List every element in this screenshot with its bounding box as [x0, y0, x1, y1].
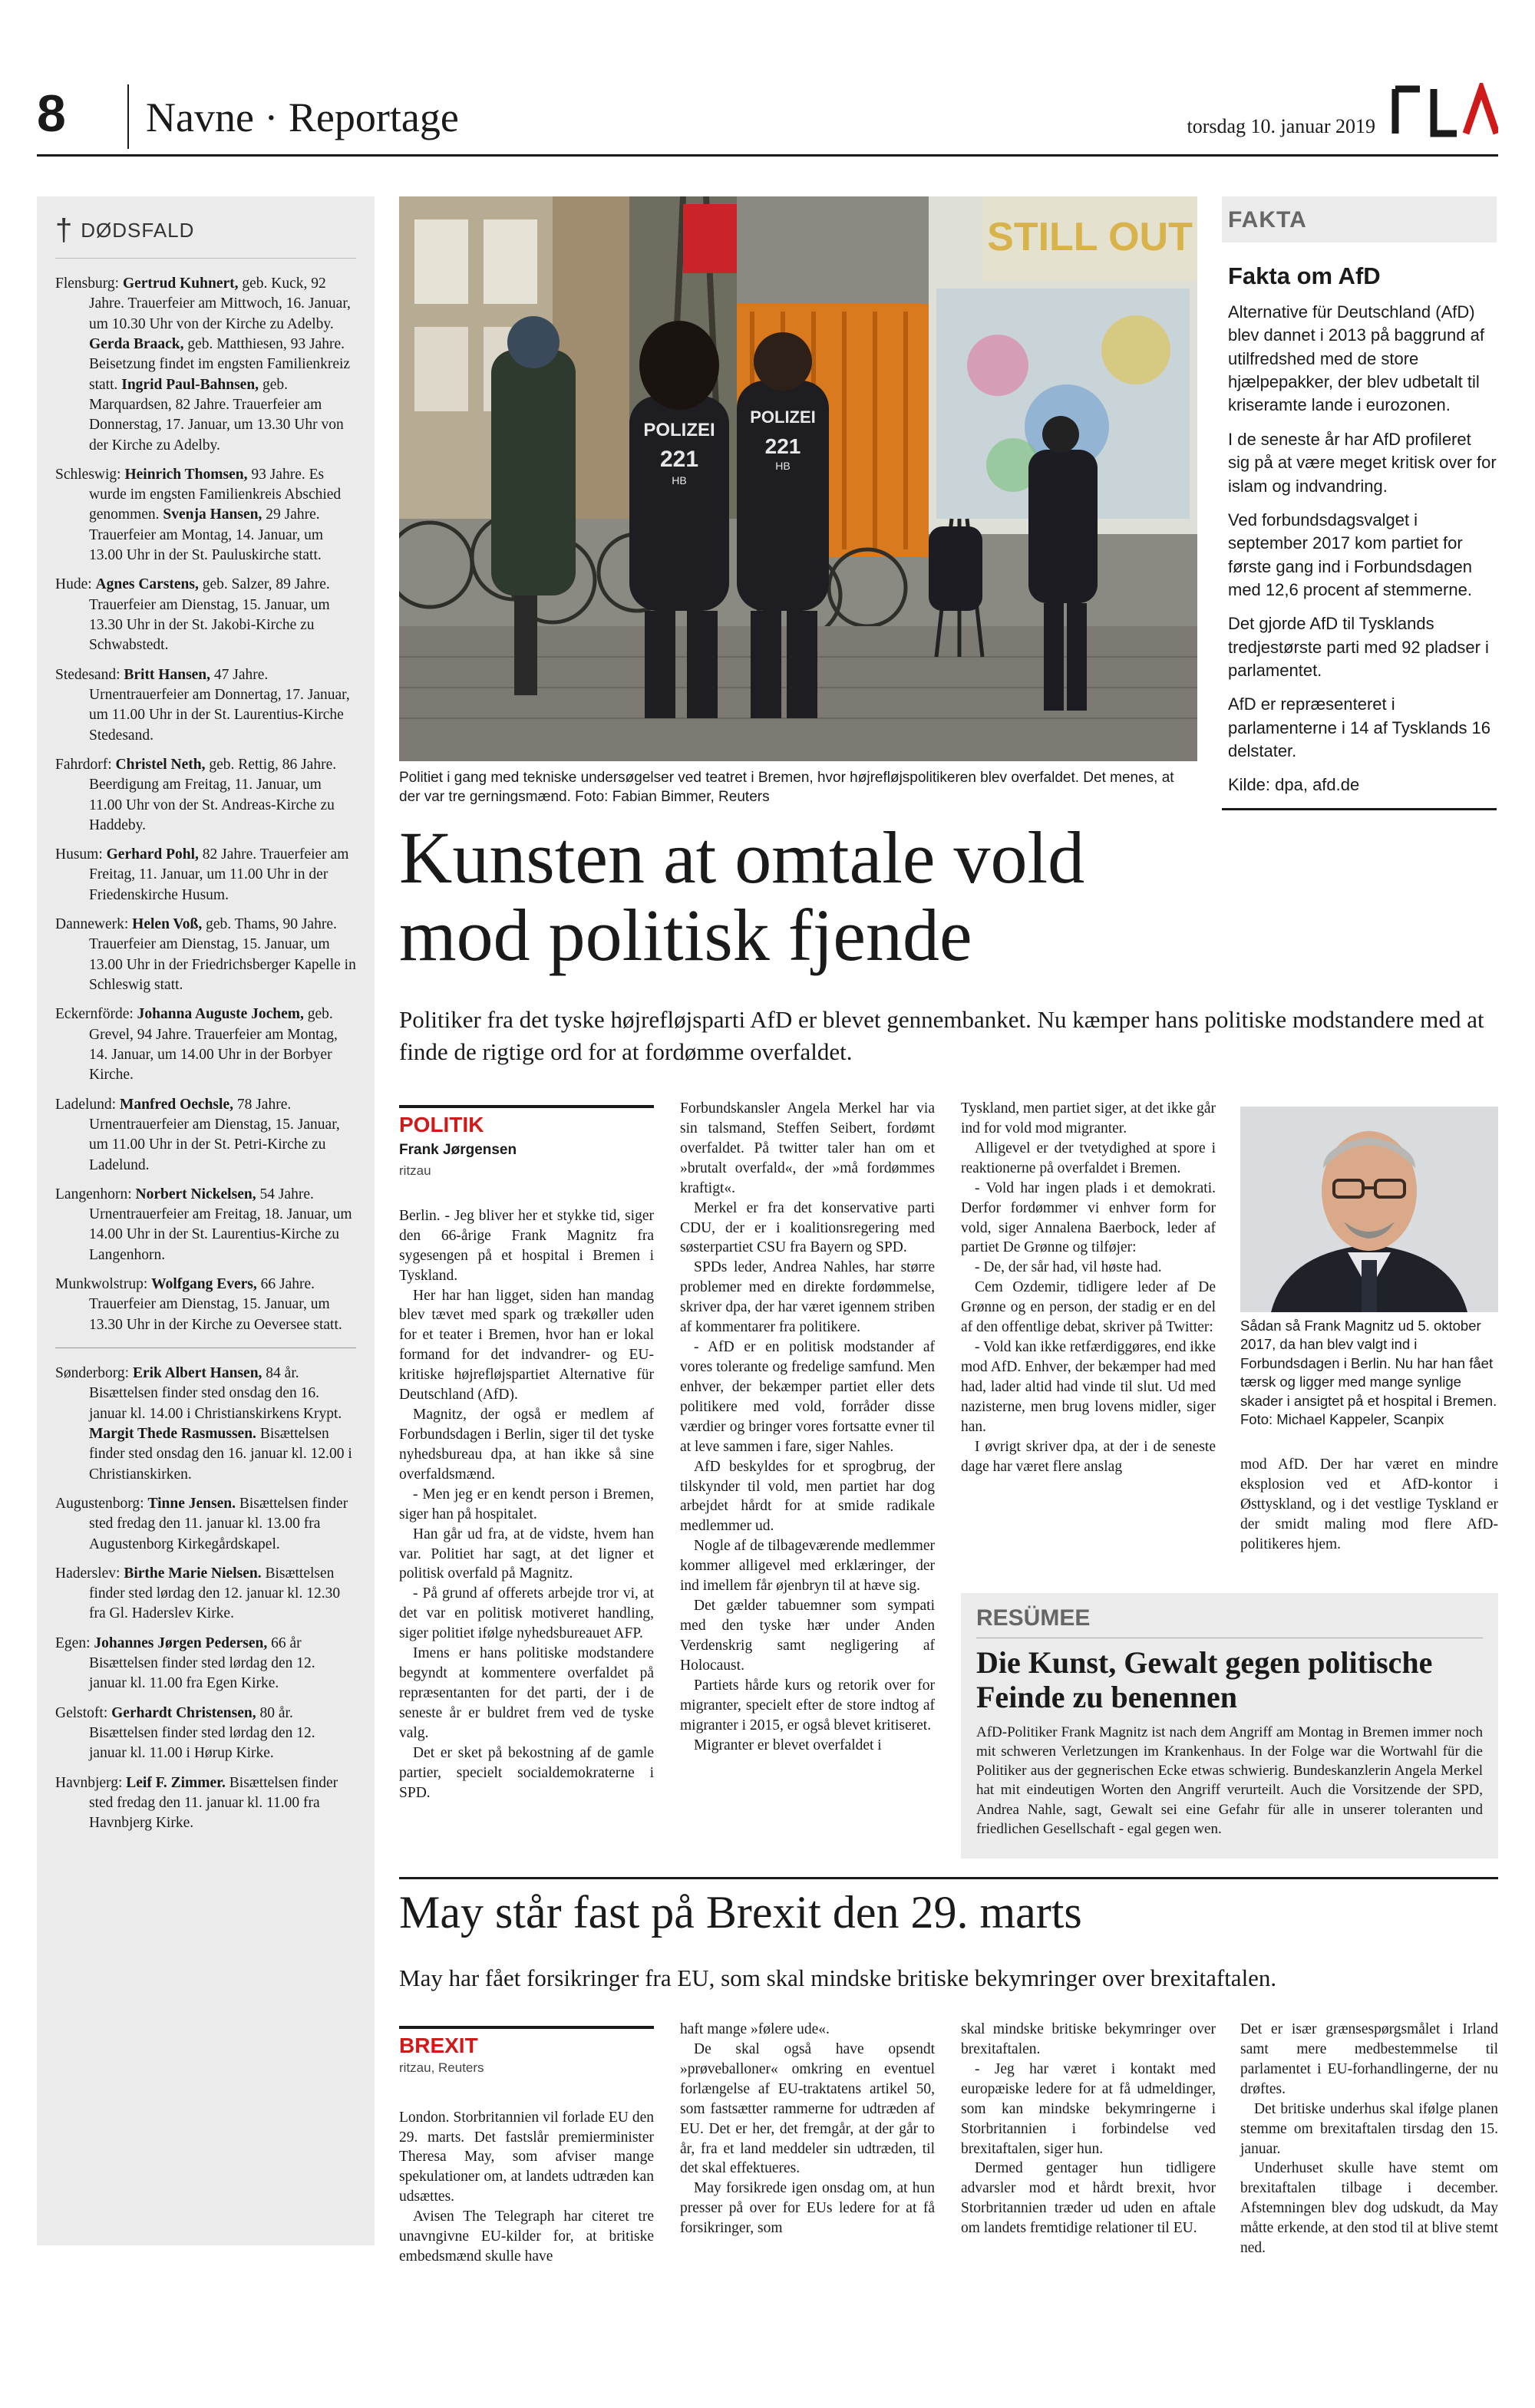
deceased-name: Johanna Auguste Jochem,	[137, 1006, 304, 1023]
obituary-place: Augustenborg:	[55, 1495, 144, 1512]
obituary-details: Bisættelsen finder sted lørdag den 12. januar kl. 12.30 fra Gl. Haderslev Kirke.	[89, 1565, 341, 1622]
deceased-name: Christel Neth,	[115, 756, 206, 773]
article-paragraph: Forbundskansler Angela Merkel har via sin talsmand, Steffen Seibert, fordømt overfaldet. På twitter taler han om et »brutalt overfald«, der »må fordømmes kraftigt«.	[680, 1100, 935, 1196]
resume-box	[961, 1593, 1498, 1859]
article-paragraph: - Vold har ingen plads i et demokrati. Derfor fordømmer vi enhver form for vold, siger Annalena Baerbock, leder af partiet De Grønne og tilføjer:	[961, 1179, 1216, 1256]
vest-text: POLIZEI	[643, 420, 715, 440]
resume-body: AfD-Politiker Frank Magnitz ist nach dem Angriff am Montag in Bremen immer noch mit schweren Verletzungen im Krankenhaus. In der Folge war die Wortwahl für die Politiker aus der gegnerischen Ecke etwas schwierig. Bundeskanzlerin Angela Merkel hat mit eindeutigen Worten den Angriff verurteilt. Auch die Vorsitzende der SPD, Andrea Nahle, sagt, Gewalt sei eine Gefahr für alle in unserer toleranten und friedlichen Gesellschaft - egal gegen wen.	[976, 1724, 1483, 1837]
article-paragraph: mod AfD. Der har været en mindre eksplosion ved et AfD-kontor i Østtyskland, og i det vestlige Tyskland er der smidt maling mod flere AfD-politikeres hjem.	[1240, 1456, 1498, 1552]
article-paragraph: Det britiske underhus skal ifølge planen stemme om brexitaftalen tirsdag den 15. januar.	[1240, 2100, 1498, 2157]
deceased-name: Manfred Oechsle,	[119, 1096, 233, 1113]
obituary-details: geb. Rettig, 86 Jahre. Beerdigung am Freitag, 11. Januar, um 11.00 Uhr von der St. Andreas-Kirche zu Haddeby.	[89, 756, 337, 833]
obituary-entry	[55, 1564, 356, 1625]
vest-text-2: POLIZEI	[750, 407, 816, 427]
article-paragraph: - AfD er en politisk modstander af vores tolerante og fredelige samfund. Men enhver, der bekæmper partiet eller dets politikere med vold, forråder disse værdier og bringer vores fortsatte evner til at leve sammen i fare, siger Nahles.	[680, 1339, 935, 1455]
article-paragraph: Tyskland, men partiet siger, at det ikke går ind for vold mod migranter.	[961, 1100, 1216, 1136]
article-paragraph: Merkel er fra det konservative parti CDU, der er i koalitionsregering med søsterpartiet CSU fra Bayern og SPD.	[680, 1199, 935, 1256]
article-paragraph: - Jeg har været i kontakt med europæiske ledere for at få udmeldinger, som kan mindske bekymringerne i Storbritannien i forbindelse ved brexitaftalen, siger hun.	[961, 2060, 1216, 2157]
obituary-details: 54 Jahre. Urnentrauerfeier am Freitag, 18. Januar, um 14.00 Uhr in der St. Laurentius-Kirche zu Langenhorn.	[89, 1186, 352, 1263]
article-paragraph: Imens er hans politiske modstandere begyndt at kommentere overfaldet på repræsentanten for det parti, der i de seneste år er buldret frem ved de tyske valg.	[399, 1645, 654, 1741]
obituary-details: Bisættelsen finder sted fredag den 11. januar kl. 13.00 fra Augustenborg Kirkegårdskapel.	[89, 1495, 348, 1552]
article-column-1	[399, 1105, 654, 1803]
main-headline	[399, 816, 1213, 976]
fakta-rule	[1222, 808, 1497, 810]
obituary-entry	[55, 665, 356, 746]
deceased-name: Tinne Jensen.	[147, 1495, 236, 1512]
deceased-name: Margit Thede Rasmussen.	[89, 1425, 256, 1442]
fakta-title: Fakta om AfD	[1228, 262, 1381, 289]
article-paragraph: Avisen The Telegraph har citeret tre unavngivne EU-kilder for, at britiske embedsmænd skulle have	[399, 2208, 654, 2265]
brexit-label: BREXIT	[399, 2026, 654, 2057]
obituary-details: 66 år Bisættelsen finder sted lørdag den 12. januar kl. 11.00 fra Egen Kirke.	[89, 1634, 315, 1692]
fakta-paragraphs	[1222, 301, 1497, 797]
article-paragraph: Han går ud fra, at de vidste, hvem han var. Politiet har sagt, at det ligner et politisk overfald på Magnitz.	[399, 1526, 654, 1582]
article-paragraph: Partiets hårde kurs og retorik over for migranter, specielt efter de store indtog af migranter i 2015, er også blevet kritiseret.	[680, 1677, 935, 1733]
fakta-label: FAKTA	[1222, 196, 1497, 242]
deceased-name: Helen Voß,	[132, 916, 203, 933]
article-paragraph: Det er især grænsespørgsmålet i Irland samt mere medbestemmelse til parlamentet i EU-forhandlingerne, der nu drøftes.	[1240, 2021, 1498, 2097]
article-paragraph: AfD beskyldes for et sprogbrug, der tilskynder til vold, men partiet har dog arbejdet hårdt for at smide radikale medlemmer ud.	[680, 1458, 935, 1535]
article-paragraph: May forsikrede igen onsdag om, at hun presser på over for EUs ledere for at få forsikringer, som	[680, 2180, 935, 2237]
deceased-name: Ingrid Paul-Bahnsen,	[121, 376, 259, 393]
article-paragraph: Det er sket på bekostning af de gamle partier, specielt socialdemokraterne i SPD.	[399, 1744, 654, 1801]
obituary-entry	[55, 1275, 356, 1335]
obituary-details: geb. Marquardsen, 82 Jahre. Trauerfeier am Donnerstag, 17. Januar, um 13.30 Uhr von der Kirche zu Adelby.	[89, 376, 344, 454]
obituary-place: Eckernförde:	[55, 1006, 134, 1023]
main-standfirst: Politiker fra det tyske højrefløjsparti AfD er blevet gennembanket. Nu kæmper hans politiske modstandere med at finde de rigtige ord for at fordømme overfaldet.	[399, 1006, 1484, 1065]
obituary-entry	[55, 915, 356, 995]
obituary-place: Ladelund:	[55, 1096, 117, 1113]
deceased-name: Johannes Jørgen Pedersen,	[94, 1634, 268, 1651]
obituary-details: 47 Jahre. Urnentrauerfeier am Donnertag, 17. Januar, um 11.00 Uhr in der St. Laurentius-Kirche Stedesand.	[89, 666, 350, 744]
brexit-column-2	[680, 2020, 935, 2238]
article-paragraph: Det gælder tabuemner som sympati med den tyske hær under Anden Verdenskrig samt negligering af Holocaust.	[680, 1598, 935, 1674]
deceased-name: Gerda Braack,	[89, 335, 184, 352]
obituary-details: geb. Matthiesen, 93 Jahre. Beisetzung findet im engsten Familienkreiz statt.	[89, 335, 351, 393]
obituary-list-danish	[55, 1364, 356, 1834]
police-photo	[399, 196, 1197, 761]
obituary-details: geb. Thams, 90 Jahre. Trauerfeier am Dienstag, 15. Januar, um 13.00 Uhr in der Friedrichsberger Kapelle in Schleswig statt.	[89, 916, 356, 993]
article-paragraph: - Men jeg er en kendt person i Bremen, siger han på hospitalet.	[399, 1486, 654, 1522]
header-divider	[127, 84, 129, 149]
article-paragraph: Dermed gentager hun tidligere advarsler mod et hårdt brexit, hvor Storbritannien træder ud uden en aftale om landets fremtidige relationer til EU.	[961, 2160, 1216, 2237]
vest-code: HB	[672, 474, 687, 487]
obituary-details: geb. Kuck, 92 Jahre. Trauerfeier am Mittwoch, 16. Januar, um 10.30 Uhr von der Kirche zu Adelby.	[89, 275, 351, 332]
article-paragraph: - De, der sår had, vil høste had.	[975, 1259, 1162, 1276]
obituary-entry	[55, 1095, 356, 1176]
obituary-entry	[55, 1185, 356, 1265]
deceased-name: Agnes Carstens,	[95, 576, 199, 593]
deceased-name: Gerhard Pohl,	[106, 846, 199, 863]
deceased-name: Leif F. Zimmer.	[126, 1774, 226, 1791]
obituary-details: 78 Jahre. Urnentrauerfeier am Dienstag, 15. Januar, um 11.00 Uhr in der St. Petri-Kirche zu Ladelund.	[89, 1096, 340, 1173]
article-column-2	[680, 1099, 935, 1755]
obituary-place: Gelstoft:	[55, 1704, 108, 1721]
obituary-details: 29 Jahre. Trauerfeier am Montag, 14. Januar, um 13.00 Uhr in der St. Pauluskirche statt.	[89, 506, 324, 564]
obituary-place: Haderslev:	[55, 1565, 120, 1582]
masthead	[37, 77, 1498, 157]
article-paragraph: London. Storbritannien vil forlade EU den 29. marts. Det fastslår premierminister Theresa May, som afviser mange spekulationer om, at landets udtræden kan udsættes.	[399, 2109, 654, 2205]
section-label: POLITIK	[399, 1105, 654, 1136]
deceased-name: Britt Hansen,	[124, 666, 211, 683]
article-paragraph: Nogle af de tilbageværende medlemmer kommer alligevel med erklæringer, der ind imellem får øjenbryn til at hæve sig.	[680, 1538, 935, 1595]
obituary-details: 82 Jahre. Trauerfeier am Freitag, 11. Januar, um 11.00 Uhr in der Friedenskirche Husum.	[89, 846, 349, 903]
fakta-box	[1222, 196, 1497, 887]
obituary-details: geb. Salzer, 89 Jahre. Trauerfeier am Dienstag, 15. Januar, um 13.30 Uhr in der St. Jakobi-Kirche zu Schwabstedt.	[89, 576, 330, 654]
fakta-paragraph: AfD er repræsenteret i parlamenterne i 14 af Tysklands 16 delstater.	[1228, 694, 1491, 761]
fakta-paragraph: Alternative für Deutschland (AfD) blev dannet i 2013 på baggrund af utilfredshed med de store hjælpepakker, der blev udbetalt til kriseramte lande i eurozonen.	[1228, 302, 1484, 415]
resume-title: Die Kunst, Gewalt gegen politische Feinde zu benennen	[976, 1645, 1433, 1714]
deceased-name: Wolfgang Evers,	[151, 1276, 257, 1293]
brexit-column-4	[1240, 2020, 1498, 2258]
obituary-entry	[55, 575, 356, 655]
obituary-place: Sønderborg:	[55, 1365, 130, 1381]
obituary-place: Fahrdorf:	[55, 756, 112, 773]
obituary-place: Havnbjerg:	[55, 1774, 123, 1791]
brexit-column-3	[961, 2020, 1216, 2238]
article-paragraph: Underhuset skulle have stemt om brexitaftalen tilbage i december. Afstemningen blev dog udskudt, da May måtte erkende, at den stod til at blive stemt ned.	[1240, 2160, 1498, 2257]
brexit-body-1	[399, 2108, 654, 2267]
portrait-caption: Sådan så Frank Magnitz ud 5. oktober 2017, da han blev valgt ind i Forbundsdagen i Berlin. Nu har han fået tærsk og ligger med mange synlige skader i ansigtet på et hospital i Bremen. Foto: Michael Kappeler, Scanpix	[1240, 1318, 1497, 1428]
photo-caption: Politiet i gang med tekniske undersøgelser ved teatret i Bremen, hvor højrefløjspolitikeren blev overfaldet. Det menes, at der var tre gerningsmænd. Foto: Fabian Bimmer, Reuters	[399, 770, 1174, 805]
vest-code-2: HB	[775, 460, 791, 472]
obituary-place: Langenhorn:	[55, 1186, 132, 1202]
article-column-4	[1240, 1455, 1498, 1555]
resume-label: RESÜMEE	[976, 1605, 1483, 1638]
fakta-paragraph: Det gjorde AfD til Tysklands tredjestørste parti med 92 pladser i parlamentet.	[1228, 614, 1489, 681]
obituary-details: geb. Grevel, 94 Jahre. Trauerfeier am Montag, 14. Januar, um 14.00 Uhr in der Borbyer Kirche.	[89, 1006, 338, 1084]
article-paragraph: SPDs leder, Andrea Nahles, har større problemer med en direkte fordømmelse, skriver dpa, der har været igennem striben af kommentarer fra politikere.	[680, 1259, 935, 1336]
article-paragraph: skal mindske britiske bekymringer over brexitaftalen.	[961, 2021, 1216, 2057]
article-paragraph: Cem Ozdemir, tidligere leder af De Grønne og en person, der stadig er en del af den offentlige debat, skriver på Twitter:	[961, 1279, 1216, 1336]
article-paragraph: Migranter er blevet overfaldet i	[694, 1737, 882, 1753]
obituary-details: 84 år. Bisættelsen finder sted onsdag den 16. januar kl. 14.00 i Christianskirkens Krypt.	[89, 1365, 342, 1422]
obituary-details: Bisættelsen finder sted onsdag den 16. januar kl. 12.00 i Christianskirken.	[89, 1425, 352, 1483]
article-paragraph: De skal også have opsendt »prøveballoner« omkring en eventuel forlængelse af EU-traktatens artikel 50, som fastsætter rammerne for udtræden af EU. Det er her, det fremgår, at der går to år, fra et land meddeler sin udtræden, til det skal effektueres.	[680, 2040, 935, 2177]
obituary-entry	[55, 1704, 356, 1764]
fakta-paragraph: I de seneste år har AfD profileret sig på at være meget kritisk over for islam og indvandring.	[1228, 429, 1497, 496]
obituary-heading-label: DØDSFALD	[81, 218, 195, 242]
deceased-name: Birthe Marie Nielsen.	[124, 1565, 262, 1582]
portrait-photo	[1240, 1107, 1498, 1312]
article-paragraph: I øvrigt skriver dpa, at der i de seneste dage har været flere anslag	[961, 1438, 1216, 1475]
vest-number-2: 221	[764, 434, 801, 458]
cross-icon: †	[55, 213, 74, 247]
obituary-entry	[55, 274, 356, 456]
obituary-details: 93 Jahre. Es wurde im engsten Familienkreis Abschied genommen.	[89, 466, 342, 523]
obituary-list-german	[55, 274, 356, 1335]
obituary-details: Bisættelsen finder sted fredag den 11. januar kl. 11.00 fra Havnbjerg Kirke.	[89, 1774, 338, 1832]
graffiti-text: STILL OUT	[987, 215, 1193, 259]
obituary-place: Stedesand:	[55, 666, 120, 683]
brexit-headline: May står fast på Brexit den 29. marts	[399, 1887, 1082, 1938]
obituary-entry	[55, 1494, 356, 1555]
deceased-name: Heinrich Thomsen,	[124, 466, 248, 483]
magnitz-portrait-image	[1240, 1107, 1498, 1312]
headline-line-2: mod politisk fjende	[399, 893, 972, 976]
obituary-heading	[55, 215, 356, 259]
article-paragraph: Alligevel er der tvetydighed at spore i reaktionerne på overfaldet i Bremen.	[961, 1140, 1216, 1176]
deceased-name: Erik Albert Hansen,	[132, 1365, 262, 1381]
brexit-standfirst: May har fået forsikringer fra EU, som skal mindske britiske bekymringer over brexitaftalen.	[399, 1964, 1277, 1991]
agency: ritzau	[399, 1163, 431, 1179]
byline: Frank Jørgensen	[399, 1142, 517, 1158]
page-number: 8	[37, 84, 66, 143]
deceased-name: Norbert Nickelsen,	[135, 1186, 256, 1202]
article-paragraph: - Vold kan ikke retfærdiggøres, end ikke mod AfD. Enhver, der bekæmper had med had, lader altid had vinde til slut. Ud med nazisterne, men brug lovens midler, siger han.	[961, 1339, 1216, 1435]
obituary-entry	[55, 755, 356, 836]
issue-date: torsdag 10. januar 2019	[1187, 115, 1375, 137]
vest-number: 221	[659, 447, 699, 472]
obituary-place: Dannewerk:	[55, 916, 129, 933]
obituary-column	[37, 196, 375, 2245]
obituary-entry	[55, 1634, 356, 1694]
obituary-place: Schleswig:	[55, 466, 121, 483]
deceased-name: Svenja Hansen,	[163, 506, 262, 523]
police-scene-image	[399, 196, 1197, 761]
fakta-paragraph: Kilde: dpa, afd.de	[1228, 775, 1360, 795]
article-paragraph: Magnitz, der også er medlem af Forbundsdagen i Berlin, siger til det tyske nyhedsbureau dpa, at han ikke så sine overfaldsmænd.	[399, 1407, 654, 1483]
brexit-agency: ritzau, Reuters	[399, 2060, 484, 2075]
article-paragraph: Her har han ligget, siden han mandag blev tævet med spark og trækøller uden for et teater i Bremen, hvor han er lokal formand for det indvandrer- og EU-kritiske højrefløjspartiet Alternative für Deutschland (AfD).	[399, 1287, 654, 1404]
headline-line-1: Kunsten at omtale vold	[399, 816, 1085, 899]
obituary-place: Munkwolstrup:	[55, 1276, 148, 1293]
obituary-entry	[55, 1004, 356, 1085]
article-paragraph: - På grund af offerets arbejde tror vi, at det var en politisk motiveret handling, siger politiet ifølge nyhedsbureauet AFP.	[399, 1585, 654, 1642]
obituary-details: 80 år. Bisættelsen finder sted lørdag den 12. januar kl. 11.00 i Hørup Kirke.	[89, 1704, 315, 1762]
article-paragraph: haft mange »følere ude«.	[680, 2021, 830, 2037]
article-column-3	[961, 1099, 1216, 1477]
obituary-entry	[55, 1773, 356, 1834]
brexit-column-1	[399, 2026, 654, 2267]
obituary-entry	[55, 1364, 356, 1485]
fla-logo	[1391, 83, 1498, 138]
obituary-place: Flensburg:	[55, 275, 120, 292]
obituary-place: Egen:	[55, 1634, 91, 1651]
obituary-entry	[55, 845, 356, 905]
obituary-entry	[55, 465, 356, 566]
obituary-divider	[55, 1347, 356, 1348]
deceased-name: Gerhardt Christensen,	[111, 1704, 256, 1721]
obituary-place: Husum:	[55, 846, 103, 863]
fakta-paragraph: Ved forbundsdagsvalget i september 2017 kom partiet for første gang ind i Forbundsdagen med 12,6 procent af stemmerne.	[1228, 510, 1472, 599]
obituary-place: Hude:	[55, 576, 92, 593]
section-title: Navne · Reportage	[146, 94, 459, 140]
article-paragraph: Berlin. - Jeg bliver her et stykke tid, siger den 66-årige Frank Magnitz fra sygesengen på et hospital i Bremen i Tyskland.	[399, 1207, 654, 1284]
obituary-details: 66 Jahre. Trauerfeier am Dienstag, 15. Januar, um 13.30 Uhr in der Kirche zu Oeversee statt.	[89, 1276, 342, 1333]
article-body-1	[399, 1206, 654, 1803]
brexit-rule	[399, 1877, 1498, 1879]
deceased-name: Gertrud Kuhnert,	[122, 275, 239, 292]
